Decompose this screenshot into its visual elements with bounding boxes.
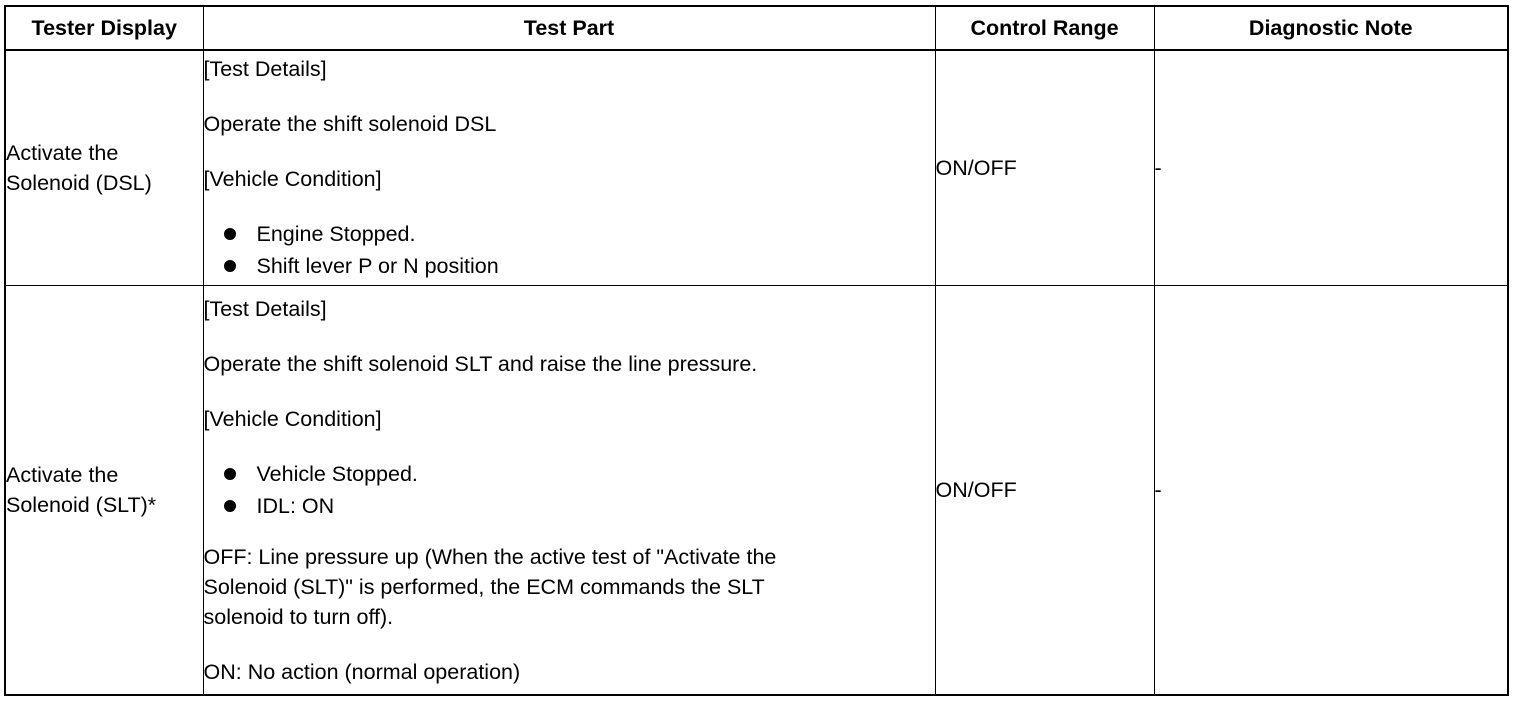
condition-list xyxy=(204,218,935,282)
test-details-text: Operate the shift solenoid DSL xyxy=(203,112,497,136)
tester-display-cell xyxy=(5,50,203,286)
condition-text: Shift lever P or N position xyxy=(256,254,499,278)
list-item xyxy=(224,458,935,490)
list-item xyxy=(224,250,935,282)
control-range-cell: ON/OFF xyxy=(935,50,1154,286)
diagnostic-note-cell: - xyxy=(1154,286,1508,696)
table-row xyxy=(5,286,1508,696)
bullet-icon xyxy=(224,228,236,240)
header-test-part: Test Part xyxy=(203,6,935,50)
condition-text: Engine Stopped. xyxy=(256,222,416,246)
tester-display-line: Activate the xyxy=(6,463,119,487)
vehicle-condition-label: [Vehicle Condition] xyxy=(203,406,382,431)
test-part-cell xyxy=(203,50,935,286)
test-details-label: [Test Details] xyxy=(203,57,327,81)
tester-display-cell xyxy=(5,286,203,696)
on-note-text: ON: No action (normal operation) xyxy=(203,659,521,684)
condition-list xyxy=(204,458,935,522)
condition-text: Vehicle Stopped. xyxy=(256,461,418,486)
tester-display-line: Solenoid (SLT)* xyxy=(6,493,157,517)
vehicle-condition-label: [Vehicle Condition] xyxy=(203,167,382,191)
table-row xyxy=(5,50,1508,286)
list-item xyxy=(224,490,935,522)
test-details-text: Operate the shift solenoid SLT and raise the line pressure. xyxy=(203,351,758,376)
control-range-cell: ON/OFF xyxy=(935,286,1154,696)
header-diagnostic-note: Diagnostic Note xyxy=(1154,6,1508,50)
bullet-icon xyxy=(224,260,236,272)
active-test-table xyxy=(4,5,1509,696)
diagnostic-note-cell: - xyxy=(1154,50,1508,286)
condition-text: IDL: ON xyxy=(256,493,335,518)
tester-display-line: Activate the xyxy=(6,141,119,165)
bullet-icon xyxy=(224,500,236,512)
test-part-cell xyxy=(203,286,935,696)
bullet-icon xyxy=(224,468,236,480)
off-note-text: OFF: Line pressure up (When the active test of "Activate the Solenoid (SLT)" is performed, the ECM commands the SLT solenoid to turn off). xyxy=(203,544,777,629)
header-row xyxy=(5,6,1508,50)
list-item xyxy=(224,218,935,250)
test-details-label: [Test Details] xyxy=(203,296,327,321)
header-tester-display: Tester Display xyxy=(5,6,203,50)
tester-display-line: Solenoid (DSL) xyxy=(6,171,152,195)
header-control-range: Control Range xyxy=(935,6,1154,50)
